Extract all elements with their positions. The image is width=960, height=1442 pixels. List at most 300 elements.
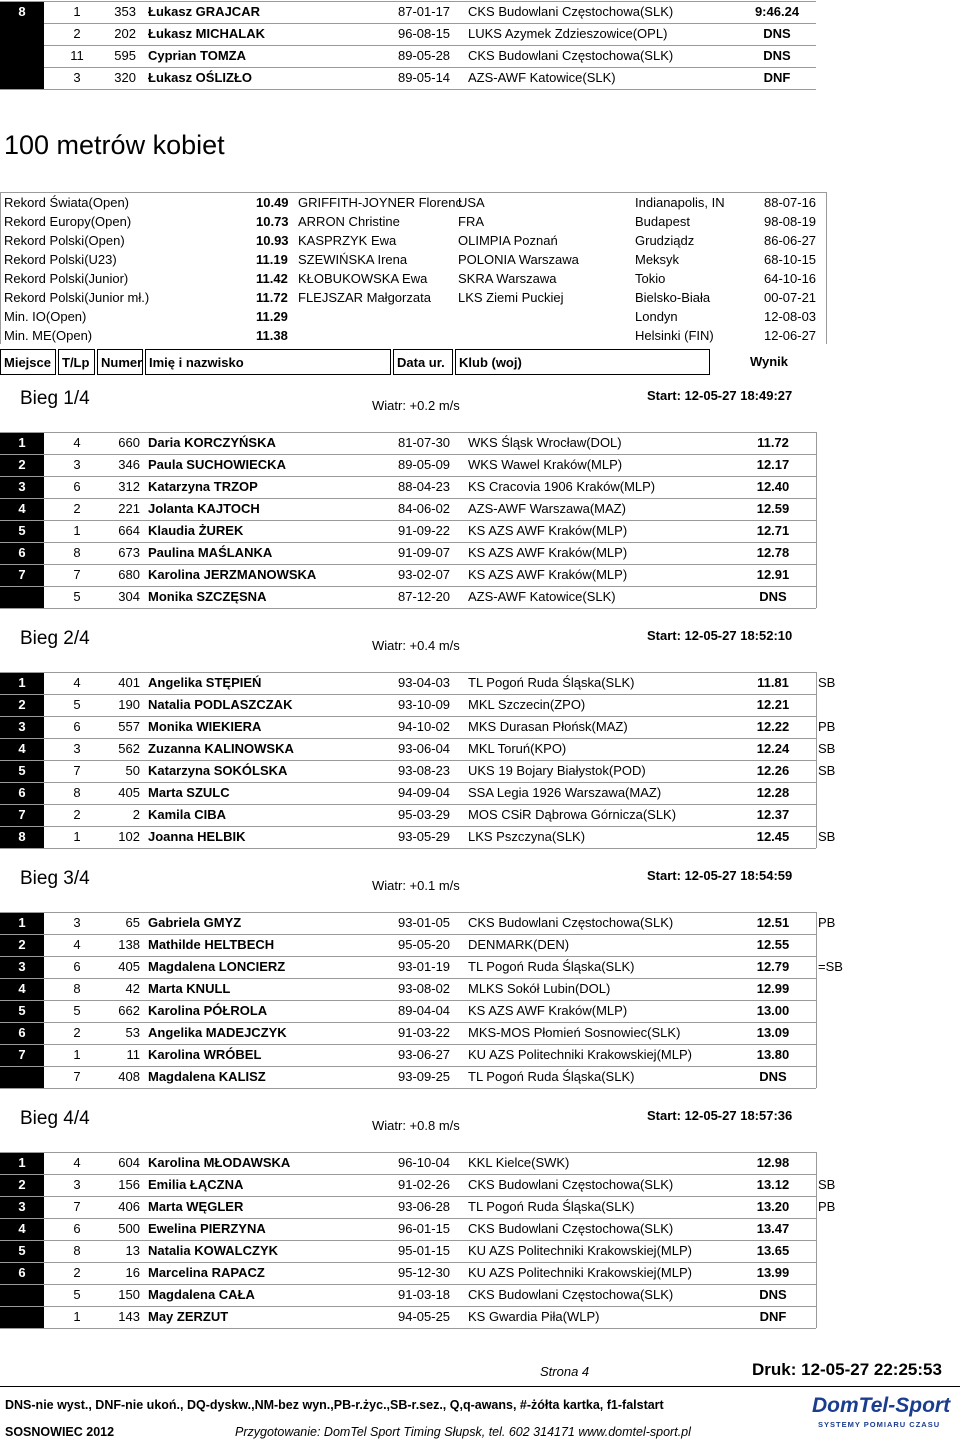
result-cell: 13.00 <box>756 1003 790 1018</box>
bib-cell: 16 <box>125 1265 140 1280</box>
bib-cell: 150 <box>118 1287 140 1302</box>
note-cell: PB <box>818 1199 836 1214</box>
record-row <box>0 307 960 326</box>
result-cell: 13.09 <box>756 1025 790 1040</box>
record-date: 88-07-16 <box>764 195 817 210</box>
name-cell: Karolina PÓŁROLA <box>148 1003 268 1018</box>
record-label: Rekord Polski(Junior mł.) <box>4 290 150 305</box>
name-cell: Paulina MAŚLANKA <box>148 545 273 560</box>
dob-cell: 93-08-23 <box>398 763 451 778</box>
row-divider <box>0 804 816 805</box>
row-divider <box>0 1000 816 1001</box>
bib-cell: 11 <box>126 1047 140 1062</box>
name-cell: Monika WIEKIERA <box>148 719 262 734</box>
place-cell: 8 <box>18 829 26 844</box>
place-cell: 7 <box>18 1047 26 1062</box>
record-date: 00-07-21 <box>764 290 817 305</box>
place-cell: 7 <box>18 567 26 582</box>
club-cell: TL Pogoń Ruda Śląska(SLK) <box>468 959 635 974</box>
record-place: Helsinki (FIN) <box>635 328 714 343</box>
lane-cell: 1 <box>73 829 81 844</box>
place-cell: 1 <box>18 435 26 450</box>
legend: DNS-nie wyst., DNF-nie ukoń., DQ-dyskw.,NM-bez wyn.,PB-r.życ.,SB-r.sez., Q,q-awans, #-żółta kartka, f1-falstart <box>5 1398 664 1412</box>
dob-cell: 91-02-26 <box>398 1177 451 1192</box>
dob-cell: 89-05-14 <box>398 70 451 85</box>
club-cell: KU AZS Politechniki Krakowskiej(MLP) <box>468 1265 692 1280</box>
name-cell: Marcelina RAPACZ <box>148 1265 265 1280</box>
record-place: Bielsko-Biała <box>635 290 711 305</box>
records-border <box>0 192 1 344</box>
lane-cell: 6 <box>73 719 81 734</box>
club-cell: KS AZS AWF Kraków(MLP) <box>468 523 628 538</box>
name-cell: Łukasz MICHALAK <box>148 26 266 41</box>
result-cell: DNS <box>759 1069 787 1084</box>
row-divider <box>0 432 816 433</box>
result-cell: DNS <box>763 26 791 41</box>
row-divider <box>0 608 816 609</box>
bib-cell: 557 <box>118 719 140 734</box>
record-row <box>0 250 960 269</box>
dob-cell: 87-12-20 <box>398 589 451 604</box>
lane-cell: 8 <box>73 785 81 800</box>
lane-cell: 2 <box>73 1025 81 1040</box>
result-cell: DNF <box>763 70 791 85</box>
name-cell: Angelika STĘPIEŃ <box>148 675 262 690</box>
wind-info: Wiatr: +0.4 m/s <box>372 638 460 653</box>
place-cell: 5 <box>18 763 26 778</box>
dob-cell: 93-05-29 <box>398 829 451 844</box>
table-row <box>0 23 960 45</box>
place-cell: 7 <box>18 807 26 822</box>
record-time: 11.29 <box>256 309 288 324</box>
result-cell: 13.20 <box>756 1199 790 1214</box>
record-holder: GRIFFITH-JOYNER Florenc <box>298 195 462 210</box>
club-cell: KS AZS AWF Kraków(MLP) <box>468 545 628 560</box>
result-cell: DNF <box>759 1309 787 1324</box>
bib-cell: 664 <box>118 523 140 538</box>
place-cell: 2 <box>18 1177 26 1192</box>
record-holder: KŁOBUKOWSKA Ewa <box>298 271 428 286</box>
bib-cell: 562 <box>118 741 140 756</box>
dob-cell: 93-09-25 <box>398 1069 451 1084</box>
result-cell: 12.78 <box>756 545 790 560</box>
table-row <box>0 45 960 67</box>
place-cell <box>0 45 44 67</box>
name-cell: Cyprian TOMZA <box>148 48 246 63</box>
bib-cell: 50 <box>125 763 140 778</box>
club-cell: CKS Budowlani Częstochowa(SLK) <box>468 915 674 930</box>
record-time: 10.49 <box>256 195 289 210</box>
record-label: Rekord Polski(U23) <box>4 252 117 267</box>
result-cell: 13.65 <box>756 1243 790 1258</box>
lane-cell: 7 <box>73 567 81 582</box>
row-divider <box>0 1284 816 1285</box>
row-divider <box>0 586 816 587</box>
place-cell: 8 <box>0 1 44 23</box>
prepared-by: Przygotowanie: DomTel Sport Timing Słupsk, tel. 602 314171 www.domtel-sport.pl <box>235 1425 691 1439</box>
record-holder: FLEJSZAR Małgorzata <box>298 290 431 305</box>
place-cell: 2 <box>18 457 26 472</box>
place-cell <box>0 23 44 45</box>
bib-cell: 406 <box>118 1199 140 1214</box>
lane-cell: 8 <box>73 545 81 560</box>
record-holder: SZEWIŃSKA Irena <box>298 252 408 267</box>
row-divider <box>0 1088 816 1089</box>
result-cell: 12.21 <box>756 697 790 712</box>
records-border <box>0 192 826 193</box>
dob-cell: 94-10-02 <box>398 719 451 734</box>
name-cell: Angelika MADEJCZYK <box>148 1025 287 1040</box>
dob-cell: 93-06-28 <box>398 1199 451 1214</box>
place-cell: 3 <box>18 719 26 734</box>
place-cell: 2 <box>18 697 26 712</box>
record-date: 98-08-19 <box>764 214 817 229</box>
lane-cell: 3 <box>73 1177 81 1192</box>
record-date: 64-10-16 <box>764 271 817 286</box>
note-cell: SB <box>818 741 836 756</box>
place-cell: 6 <box>18 545 26 560</box>
row-divider <box>0 1328 816 1329</box>
name-cell: Marta SZULC <box>148 785 230 800</box>
record-place: Tokio <box>635 271 666 286</box>
club-cell: MKS Durasan Płońsk(MAZ) <box>468 719 628 734</box>
club-cell: CKS Budowlani Częstochowa(SLK) <box>468 1221 674 1236</box>
bib-cell: 156 <box>118 1177 140 1192</box>
club-cell: TL Pogoń Ruda Śląska(SLK) <box>468 675 635 690</box>
bib-cell: 405 <box>118 959 140 974</box>
result-cell: 12.22 <box>756 719 790 734</box>
name-cell: Karolina MŁODAWSKA <box>148 1155 291 1170</box>
name-cell: Katarzyna TRZOP <box>148 479 258 494</box>
club-cell: KS Cracovia 1906 Kraków(MLP) <box>468 479 656 494</box>
place-cell: 6 <box>18 1265 26 1280</box>
row-divider <box>0 476 816 477</box>
heat-title: Bieg 4/4 <box>20 1108 90 1129</box>
record-place: Grudziądz <box>635 233 695 248</box>
bib-cell: 53 <box>125 1025 140 1040</box>
place-cell: 5 <box>18 1003 26 1018</box>
lane-cell: 11 <box>70 48 84 63</box>
name-cell: Magdalena KALISZ <box>148 1069 266 1084</box>
name-cell: Ewelina PIERZYNA <box>148 1221 266 1236</box>
result-cell: 12.98 <box>756 1155 790 1170</box>
record-time: 11.42 <box>256 271 288 286</box>
header-data: Data ur. <box>393 349 453 375</box>
result-cell: 13.99 <box>756 1265 790 1280</box>
record-club: OLIMPIA Poznań <box>458 233 558 248</box>
name-cell: Magdalena LONCIERZ <box>148 959 286 974</box>
table-row <box>0 1 960 23</box>
lane-cell: 5 <box>73 1003 81 1018</box>
club-cell: KU AZS Politechniki Krakowskiej(MLP) <box>468 1047 692 1062</box>
record-time: 10.73 <box>256 214 289 229</box>
dob-cell: 93-04-03 <box>398 675 451 690</box>
record-label: Rekord Polski(Open) <box>4 233 125 248</box>
record-label: Rekord Polski(Junior) <box>4 271 129 286</box>
club-cell: AZS-AWF Katowice(SLK) <box>468 70 616 85</box>
lane-cell: 1 <box>73 1309 81 1324</box>
name-cell: Emilia ŁĄCZNA <box>148 1177 244 1192</box>
record-club: USA <box>458 195 485 210</box>
name-cell: Kamila CIBA <box>148 807 227 822</box>
bib-cell: 202 <box>114 26 136 41</box>
records-border <box>826 192 827 344</box>
note-cell: SB <box>818 763 836 778</box>
lane-cell: 8 <box>73 981 81 996</box>
place-cell: 4 <box>18 1221 26 1236</box>
row-divider <box>0 672 816 673</box>
dob-cell: 91-09-22 <box>398 523 451 538</box>
place-cell: 4 <box>18 501 26 516</box>
club-cell: CKS Budowlani Częstochowa(SLK) <box>468 48 674 63</box>
place-cell <box>0 1306 44 1328</box>
lane-cell: 2 <box>73 1265 81 1280</box>
bib-cell: 408 <box>118 1069 140 1084</box>
bib-cell: 680 <box>118 567 140 582</box>
bib-cell: 320 <box>114 70 136 85</box>
page-number: Strona 4 <box>540 1364 590 1379</box>
club-cell: KKL Kielce(SWK) <box>468 1155 570 1170</box>
club-cell: TL Pogoń Ruda Śląska(SLK) <box>468 1199 635 1214</box>
table-border <box>816 1152 817 1328</box>
start-time: Start: 12-05-27 18:52:10 <box>647 628 793 643</box>
note-cell: =SB <box>818 959 843 974</box>
name-cell: Karolina JERZMANOWSKA <box>148 567 317 582</box>
bib-cell: 143 <box>118 1309 140 1324</box>
bib-cell: 13 <box>125 1243 140 1258</box>
club-cell: TL Pogoń Ruda Śląska(SLK) <box>468 1069 635 1084</box>
dob-cell: 95-05-20 <box>398 937 451 952</box>
row-divider <box>0 1022 816 1023</box>
lane-cell: 5 <box>73 589 81 604</box>
result-cell: DNS <box>759 1287 787 1302</box>
place-cell: 3 <box>18 1199 26 1214</box>
place-cell: 5 <box>18 523 26 538</box>
start-time: Start: 12-05-27 18:54:59 <box>647 868 793 883</box>
row-divider <box>0 1044 816 1045</box>
dob-cell: 93-08-02 <box>398 981 451 996</box>
heat-title: Bieg 1/4 <box>20 388 90 409</box>
record-place: Londyn <box>635 309 678 324</box>
dob-cell: 91-03-22 <box>398 1025 451 1040</box>
record-row <box>0 269 960 288</box>
dob-cell: 96-08-15 <box>398 26 451 41</box>
bib-cell: 595 <box>114 48 136 63</box>
dob-cell: 94-05-25 <box>398 1309 451 1324</box>
dob-cell: 95-03-29 <box>398 807 451 822</box>
result-cell: 12.99 <box>756 981 790 996</box>
row-divider <box>0 956 816 957</box>
lane-cell: 2 <box>73 807 81 822</box>
row-divider <box>0 738 816 739</box>
name-cell: Katarzyna SOKÓLSKA <box>148 763 288 778</box>
record-row <box>0 288 960 307</box>
note-cell: SB <box>818 829 836 844</box>
bib-cell: 190 <box>118 697 140 712</box>
dob-cell: 94-09-04 <box>398 785 451 800</box>
name-cell: Paula SUCHOWIECKA <box>148 457 286 472</box>
bib-cell: 346 <box>118 457 140 472</box>
club-cell: MOS CSiR Dąbrowa Górnicza(SLK) <box>468 807 677 822</box>
name-cell: Łukasz GRAJCAR <box>148 4 260 19</box>
club-cell: LKS Pszczyna(SLK) <box>468 829 586 844</box>
place-cell: 5 <box>18 1243 26 1258</box>
name-cell: Klaudia ŻUREK <box>148 523 244 538</box>
dob-cell: 89-04-04 <box>398 1003 451 1018</box>
domtel-logo: DomTel-Sport SYSTEMY POMIARU CZASU <box>812 1394 951 1429</box>
bib-cell: 660 <box>118 435 140 450</box>
name-cell: Monika SZCZĘSNA <box>148 589 267 604</box>
dob-cell: 93-06-27 <box>398 1047 451 1062</box>
dob-cell: 81-07-30 <box>398 435 451 450</box>
place-cell: 3 <box>18 959 26 974</box>
dob-cell: 96-01-15 <box>398 1221 451 1236</box>
name-cell: Magdalena CAŁA <box>148 1287 255 1302</box>
row-divider <box>0 1240 816 1241</box>
bib-cell: 405 <box>118 785 140 800</box>
club-cell: AZS-AWF Katowice(SLK) <box>468 589 616 604</box>
lane-cell: 2 <box>73 26 81 41</box>
name-cell: Gabriela GMYZ <box>148 915 242 930</box>
table-border <box>816 432 817 608</box>
place-cell: 1 <box>18 915 26 930</box>
name-cell: Marta WĘGLER <box>148 1199 244 1214</box>
result-cell: 12.71 <box>756 523 790 538</box>
row-divider <box>0 760 816 761</box>
place-cell <box>0 1284 44 1306</box>
record-date: 68-10-15 <box>764 252 817 267</box>
start-time: Start: 12-05-27 18:49:27 <box>647 388 793 403</box>
result-cell: DNS <box>759 589 787 604</box>
club-cell: SSA Legia 1926 Warszawa(MAZ) <box>468 785 662 800</box>
row-divider <box>0 1262 816 1263</box>
note-cell: PB <box>818 719 836 734</box>
row-divider <box>0 1174 816 1175</box>
record-date: 12-08-03 <box>764 309 817 324</box>
name-cell: Marta KNULL <box>148 981 231 996</box>
row-divider <box>0 89 816 90</box>
row-divider <box>0 782 816 783</box>
record-row <box>0 193 960 212</box>
dob-cell: 93-01-05 <box>398 915 451 930</box>
wind-info: Wiatr: +0.8 m/s <box>372 1118 460 1133</box>
club-cell: KS AZS AWF Kraków(MLP) <box>468 1003 628 1018</box>
row-divider <box>0 978 816 979</box>
row-divider <box>0 1218 816 1219</box>
lane-cell: 1 <box>73 4 81 19</box>
result-cell: 12.45 <box>756 829 790 844</box>
club-cell: MKS-MOS Płomień Sosnowiec(SLK) <box>468 1025 681 1040</box>
result-cell: 13.47 <box>756 1221 790 1236</box>
table-row <box>0 67 960 89</box>
result-cell: 12.51 <box>756 915 790 930</box>
header-tlp: T/Lp <box>58 349 95 375</box>
row-divider <box>0 826 816 827</box>
name-cell: Zuzanna KALINOWSKA <box>148 741 294 756</box>
lane-cell: 5 <box>73 697 81 712</box>
lane-cell: 3 <box>73 457 81 472</box>
place-cell: 6 <box>18 785 26 800</box>
result-cell: 12.17 <box>756 457 790 472</box>
club-cell: CKS Budowlani Częstochowa(SLK) <box>468 4 674 19</box>
result-cell: 12.55 <box>756 937 790 952</box>
lane-cell: 4 <box>73 937 81 952</box>
lane-cell: 4 <box>73 435 81 450</box>
result-cell: 12.26 <box>756 763 790 778</box>
bib-cell: 102 <box>118 829 140 844</box>
result-cell: 11.72 <box>757 435 789 450</box>
lane-cell: 3 <box>73 915 81 930</box>
record-label: Min. ME(Open) <box>4 328 93 343</box>
lane-cell: 1 <box>73 523 81 538</box>
name-cell: Natalia PODLASZCZAK <box>148 697 293 712</box>
result-cell: 11.81 <box>757 675 789 690</box>
club-cell: KS Gwardia Piła(WLP) <box>468 1309 600 1324</box>
lane-cell: 6 <box>73 479 81 494</box>
lane-cell: 4 <box>73 675 81 690</box>
name-cell: Joanna HELBIK <box>148 829 246 844</box>
lane-cell: 5 <box>73 1287 81 1302</box>
record-club: LKS Ziemi Puckiej <box>458 290 564 305</box>
row-divider <box>0 912 816 913</box>
header-wynik: Wynik <box>749 354 789 369</box>
club-cell: AZS-AWF Warszawa(MAZ) <box>468 501 626 516</box>
note-cell: SB <box>818 1177 836 1192</box>
record-place: Meksyk <box>635 252 680 267</box>
lane-cell: 7 <box>73 763 81 778</box>
bib-cell: 401 <box>118 675 140 690</box>
result-cell: 13.12 <box>756 1177 790 1192</box>
bib-cell: 221 <box>118 501 140 516</box>
result-cell: 12.28 <box>756 785 790 800</box>
record-row <box>0 326 960 345</box>
club-cell: WKS Wawel Kraków(MLP) <box>468 457 623 472</box>
row-divider <box>0 542 816 543</box>
dob-cell: 93-10-09 <box>398 697 451 712</box>
bib-cell: 65 <box>125 915 140 930</box>
dob-cell: 89-05-09 <box>398 457 451 472</box>
record-time: 10.93 <box>256 233 289 248</box>
dob-cell: 95-01-15 <box>398 1243 451 1258</box>
row-divider <box>0 716 816 717</box>
lane-cell: 3 <box>73 741 81 756</box>
dob-cell: 87-01-17 <box>398 4 451 19</box>
bib-cell: 500 <box>118 1221 140 1236</box>
dob-cell: 88-04-23 <box>398 479 451 494</box>
bib-cell: 138 <box>118 937 140 952</box>
club-cell: KS AZS AWF Kraków(MLP) <box>468 567 628 582</box>
row-divider <box>0 520 816 521</box>
row-divider <box>0 694 816 695</box>
lane-cell: 3 <box>73 70 81 85</box>
name-cell: Jolanta KAJTOCH <box>148 501 260 516</box>
record-holder: ARRON Christine <box>298 214 400 229</box>
lane-cell: 6 <box>73 959 81 974</box>
lane-cell: 8 <box>73 1243 81 1258</box>
bib-cell: 304 <box>118 589 140 604</box>
name-cell: Natalia KOWALCZYK <box>148 1243 279 1258</box>
lane-cell: 7 <box>73 1069 81 1084</box>
name-cell: May ZERZUT <box>148 1309 229 1324</box>
bib-cell: 353 <box>114 4 136 19</box>
place-cell: 1 <box>18 675 26 690</box>
place-cell: 4 <box>18 741 26 756</box>
row-divider <box>0 454 816 455</box>
place-cell: 3 <box>18 479 26 494</box>
result-cell: 12.24 <box>756 741 790 756</box>
row-divider <box>0 498 816 499</box>
dob-cell: 93-01-19 <box>398 959 451 974</box>
